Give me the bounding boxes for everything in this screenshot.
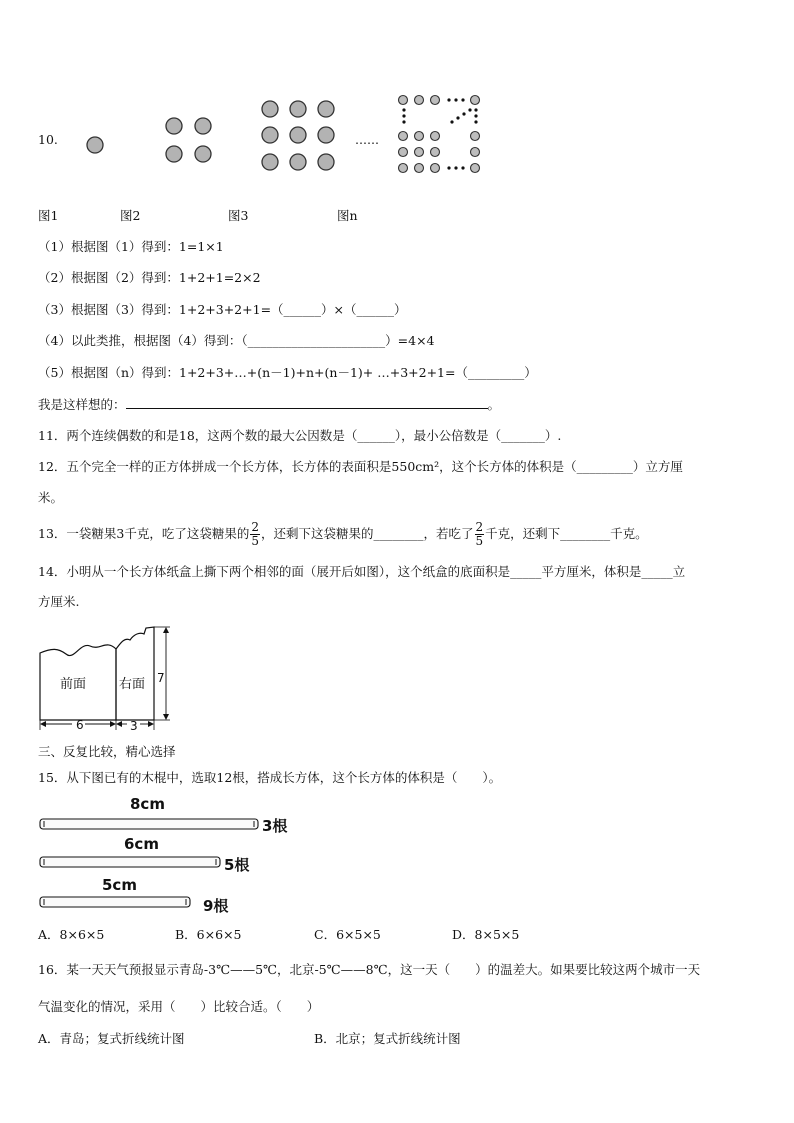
q11-text: 11．两个连续偶数的和是18，这两个数的最大公因数是（______），最小公倍数是（_______）. bbox=[38, 428, 562, 443]
fig1-dot bbox=[87, 137, 103, 153]
q13-part-1: 13．一袋糖果3千克，吃了这袋糖果的 bbox=[38, 526, 250, 541]
q15-option-a[interactable]: A．8×6×5 bbox=[38, 927, 105, 942]
q13-fraction-2-numerator: 2 bbox=[475, 520, 484, 534]
stick-1-length: 8cm bbox=[130, 795, 165, 813]
stick-3-count: 9根 bbox=[203, 897, 229, 915]
q10-dot-figures bbox=[0, 88, 520, 184]
q13-text bbox=[38, 516, 648, 552]
q10-idea-prefix: 我是这样想的： bbox=[38, 397, 126, 412]
q13-fraction-1 bbox=[250, 521, 260, 548]
q10-line-3: （3）根据图（3）得到：1+2+3+2+1=（______）×（______） bbox=[38, 302, 407, 317]
q16-line-2: 气温变化的情况，采用（ ）比较合适。（ ） bbox=[38, 999, 320, 1014]
height-dimension: 7 bbox=[157, 671, 165, 685]
section-3-heading: 三、反复比较，精心选择 bbox=[38, 744, 176, 759]
q14-line-2: 方厘米. bbox=[38, 594, 80, 609]
q10-line-1: （1）根据图（1）得到：1=1×1 bbox=[38, 239, 224, 254]
q15-option-b[interactable]: B．6×6×5 bbox=[175, 927, 242, 942]
front-face-label: 前面 bbox=[60, 677, 87, 692]
right-face bbox=[116, 627, 154, 720]
q14-line-1: 14．小明从一个长方体纸盒上撕下两个相邻的面（展开后如图），这个纸盒的底面积是_____平方厘米，体积是_____立 bbox=[38, 564, 686, 579]
q15-stem: 15．从下图已有的木棍中，选取12根，搭成长方体，这个长方体的体积是（ ）。 bbox=[38, 770, 502, 785]
front-width-dimension: 6 bbox=[76, 718, 84, 732]
stick-2-count: 5根 bbox=[224, 856, 250, 874]
q10-idea bbox=[38, 396, 500, 413]
right-face-label: 右面 bbox=[119, 677, 146, 692]
q10-line-2: （2）根据图（2）得到：1+2+1=2×2 bbox=[38, 270, 261, 285]
stick-1 bbox=[40, 819, 258, 829]
fig2-dots bbox=[166, 118, 211, 162]
q13-fraction-1-numerator: 2 bbox=[251, 520, 259, 534]
q12-line-2: 米。 bbox=[38, 490, 64, 505]
q10-number: 10. bbox=[38, 132, 58, 147]
stick-2-length: 6cm bbox=[124, 835, 159, 853]
stick-2 bbox=[40, 857, 220, 867]
q16-option-b[interactable]: B．北京；复式折线统计图 bbox=[314, 1031, 461, 1046]
stick-3 bbox=[40, 897, 190, 907]
q12-line-1: 12．五个完全一样的正方体拼成一个长方体，长方体的表面积是550cm²，这个长方体的体积是（_________）立方厘 bbox=[38, 459, 683, 474]
q10-line-5: （5）根据图（n）得到：1+2+3+…+(n－1)+n+(n－1)+ …+3+2+1=（_________） bbox=[38, 365, 537, 380]
stick-3-length: 5cm bbox=[102, 876, 137, 894]
q13-part-2: ，还剩下这袋糖果的________，若吃了 bbox=[261, 526, 474, 541]
q16-line-1: 16．某一天天气预报显示青岛-3℃——5℃，北京-5℃——8℃，这一天（ ）的温差大。如果要比较这两个城市一天 bbox=[38, 962, 701, 977]
q15-option-c[interactable]: C．6×5×5 bbox=[314, 927, 381, 942]
q10-idea-blank[interactable] bbox=[126, 396, 488, 409]
q10-ellipsis: …… bbox=[355, 133, 379, 147]
q15-sticks-figure bbox=[30, 790, 310, 920]
q16-option-a[interactable]: A．青岛；复式折线统计图 bbox=[38, 1031, 185, 1046]
stick-1-count: 3根 bbox=[262, 817, 288, 835]
fign-label: 图n bbox=[337, 208, 358, 223]
fig3-label: 图3 bbox=[228, 208, 249, 223]
q13-fraction-2-denominator: 5 bbox=[475, 534, 484, 548]
right-width-dimension: 3 bbox=[130, 719, 138, 733]
fig3-dots bbox=[262, 101, 334, 170]
q15-option-d[interactable]: D．8×5×5 bbox=[452, 927, 520, 942]
q13-fraction-1-denominator: 5 bbox=[251, 534, 259, 548]
q10-idea-suffix: 。 bbox=[487, 397, 501, 412]
q13-part-3: 千克，还剩下________千克。 bbox=[485, 526, 648, 541]
q14-net-figure bbox=[30, 620, 190, 735]
q13-fraction-2 bbox=[475, 521, 485, 548]
fig2-label: 图2 bbox=[120, 208, 141, 223]
fign-dots bbox=[399, 96, 480, 173]
fig1-label: 图1 bbox=[38, 208, 59, 223]
q10-line-4: （4）以此类推，根据图（4）得到：（______________________）=4×4 bbox=[38, 333, 435, 348]
